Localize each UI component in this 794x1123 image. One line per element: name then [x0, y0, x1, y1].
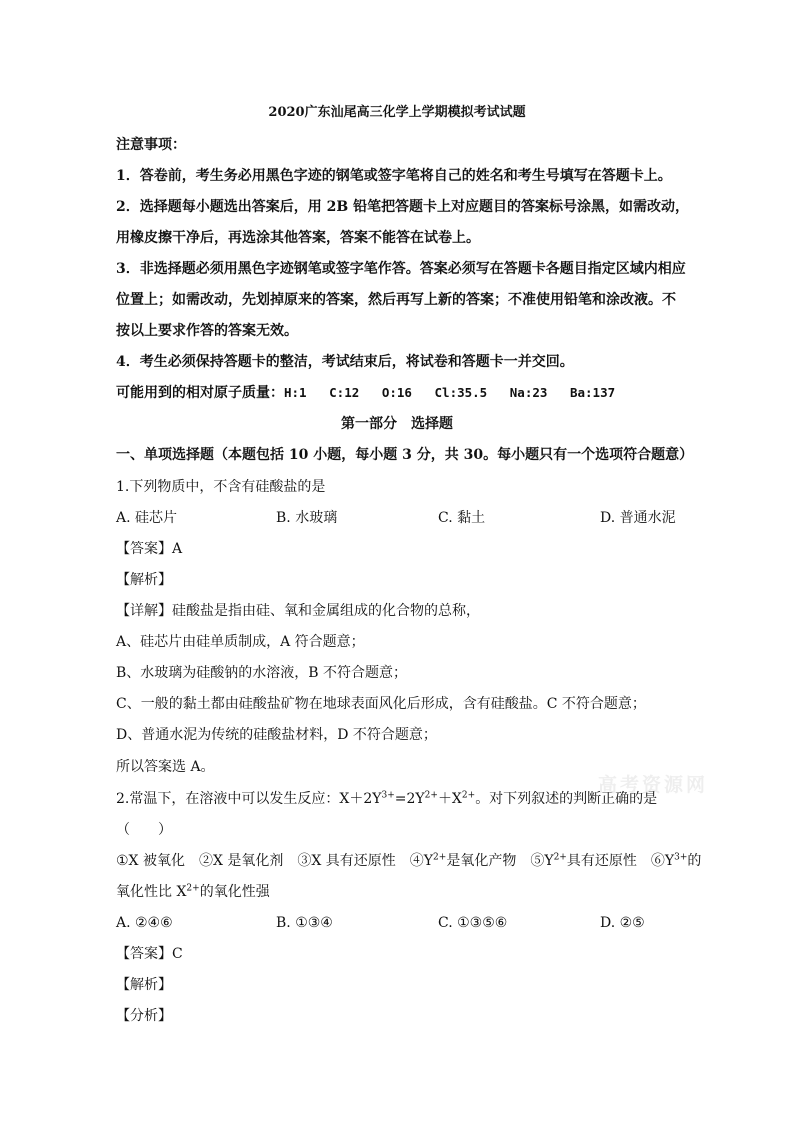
notice-item-3-line-2: 位置上；如需改动，先划掉原来的答案，然后再写上新的答案；不准使用铅笔和涂改液。不 [116, 292, 676, 308]
charge-superscript: 2+ [424, 790, 438, 801]
notice-item-1: 1．答卷前，考生务必用黑色字迹的钢笔或签字笔将自己的姓名和考生号填写在答题卡上。 [116, 168, 672, 184]
question-2-option-c: C. ①③⑤⑥ [438, 915, 508, 931]
question-2-option-d: D. ②⑤ [600, 915, 645, 931]
statement-part: 具有还原性 ⑥Y [566, 853, 675, 869]
question-1-detail: 【详解】硅酸盐是指由硅、氧和金属组成的化合物的总称， [116, 603, 480, 619]
charge-superscript: 2+ [433, 852, 447, 863]
atomic-mass-label: 可能用到的相对原子质量： [116, 385, 284, 401]
statement-part: 的 [687, 853, 702, 869]
watermark: 高考资源网 [598, 774, 709, 796]
question-1-option-d: D. 普通水泥 [600, 510, 676, 526]
question-2-option-b: B. ①③④ [276, 915, 333, 931]
notice-item-3-line-3: 按以上要求作答的答案无效。 [116, 323, 298, 339]
notice-item-4: 4．考生必须保持答题卡的整洁，考试结束后，将试卷和答题卡一并交回。 [116, 354, 574, 370]
question-2-option-a: A. ②④⑥ [116, 915, 173, 931]
question-1-explanation-b: B、水玻璃为硅酸钠的水溶液，B 不符合题意； [116, 665, 408, 681]
part-title: 第一部分 选择题 [341, 416, 453, 432]
question-1-option-b: B. 水玻璃 [276, 510, 338, 526]
question-1-conclusion: 所以答案选 A。 [116, 759, 215, 775]
question-2-analysis-label: 【解析】 [116, 977, 172, 993]
stem-part: =2Y [394, 791, 425, 807]
question-1-explanation-d: D、普通水泥为传统的硅酸盐材料，D 不符合题意； [116, 727, 437, 743]
atomic-mass-line [116, 383, 615, 403]
atomic-mass-values: H:1 C:12 O:16 Cl:35.5 Na:23 Ba:137 [284, 385, 616, 400]
question-2-statements-line-2 [116, 882, 270, 902]
question-1-explanation-c: C、一般的黏土都由硅酸盐矿物在地球表面风化后形成，含有硅酸盐。C 不符合题意； [116, 696, 646, 712]
exam-title: 2020广东汕尾高三化学上学期模拟考试试题 [268, 105, 526, 120]
question-1-analysis-label: 【解析】 [116, 572, 172, 588]
stem-part: ＋X [437, 791, 462, 807]
charge-superscript: 2+ [461, 790, 476, 801]
question-2-stem [116, 789, 657, 809]
question-2-statements-line-1 [116, 851, 701, 871]
question-1-answer: 【答案】A [116, 541, 183, 557]
question-2-breakdown-label: 【分析】 [116, 1008, 172, 1024]
statement-part: ①X 被氧化 ②X 是氧化剂 ③X 具有还原性 ④Y [116, 853, 434, 869]
statement-part: 的氧化性强 [199, 884, 270, 900]
statement-part: 氧化性比 X [116, 884, 187, 900]
charge-superscript: 2+ [186, 883, 200, 894]
notice-heading: 注意事项： [116, 137, 186, 153]
charge-superscript: 2+ [553, 852, 567, 863]
question-2-paren: （ ） [116, 822, 172, 838]
charge-superscript: 3+ [381, 790, 395, 801]
notice-item-2-line-1: 2．选择题每小题选出答案后，用 2B 铅笔把答题卡上对应题目的答案标号涂黑，如需改动， [116, 199, 690, 215]
notice-item-3-line-1: 3．非选择题必须用黑色字迹钢笔或签字笔作答。答案必须写在答题卡各题目指定区域内相应 [116, 261, 686, 277]
statement-part: 是氧化产物 ⑤Y [446, 853, 554, 869]
charge-superscript: 3+ [674, 852, 688, 863]
question-2-answer: 【答案】C [116, 946, 183, 962]
question-1-option-a: A. 硅芯片 [116, 510, 178, 526]
notice-item-2-line-2: 用橡皮擦干净后，再选涂其他答案，答案不能答在试卷上。 [116, 230, 480, 246]
question-1-option-c: C. 黏土 [438, 510, 486, 526]
stem-part: 2.常温下，在溶液中可以发生反应：X＋2Y [116, 791, 382, 807]
stem-part: 。对下列叙述的判断正确的是 [475, 791, 658, 807]
question-1-stem: 1.下列物质中，不含有硅酸盐的是 [116, 479, 326, 495]
section-heading: 一、单项选择题（本题包括 10 小题，每小题 3 分，共 30。每小题只有一个选项符合题意） [116, 447, 694, 463]
question-1-explanation-a: A、硅芯片由硅单质制成，A 符合题意； [116, 634, 365, 650]
